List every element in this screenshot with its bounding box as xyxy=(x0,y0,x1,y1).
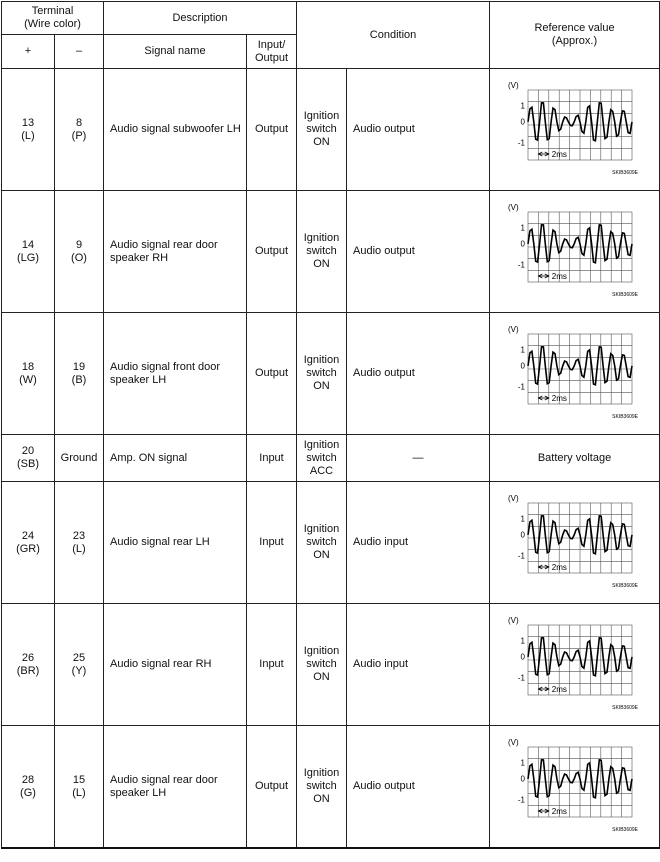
terminal-plus: 26 (BR) xyxy=(2,604,55,726)
time-scale-arrow xyxy=(538,152,548,156)
reference-waveform xyxy=(490,604,660,726)
condition-switch: Ignition switch ON xyxy=(297,482,347,604)
signal-name: Audio signal rear door speaker RH xyxy=(104,191,247,313)
terminal-minus: 23 (L) xyxy=(55,482,104,604)
y-tick-label: -1 xyxy=(517,551,525,560)
condition-state: Audio output xyxy=(347,726,490,849)
io-type: Input xyxy=(247,604,297,726)
terminal-minus: 9 (O) xyxy=(55,191,104,313)
waveform-figure xyxy=(500,733,650,841)
condition-state: Audio output xyxy=(347,69,490,191)
time-scale-label: 2ms xyxy=(551,562,567,572)
signal-name: Audio signal rear RH xyxy=(104,604,247,726)
time-scale-arrow xyxy=(538,687,548,691)
terminal-plus: 20 (SB) xyxy=(2,435,55,482)
header-io: Input/ Output xyxy=(247,35,297,69)
io-type: Output xyxy=(247,313,297,435)
reference-waveform xyxy=(490,482,660,604)
terminal-plus: 18 (W) xyxy=(2,313,55,435)
signal-name: Audio signal front door speaker LH xyxy=(104,313,247,435)
terminal-plus: 28 (G) xyxy=(2,726,55,849)
terminal-minus: 25 (Y) xyxy=(55,604,104,726)
y-tick-label: -1 xyxy=(517,795,525,804)
reference-value: Battery voltage xyxy=(490,435,660,482)
condition-switch: Ignition switch ON xyxy=(297,604,347,726)
header-reference: Reference value (Approx.) xyxy=(490,2,660,69)
figure-code: SKIB3609E xyxy=(611,704,638,711)
time-scale-arrow xyxy=(538,565,548,569)
y-tick-label: 1 xyxy=(520,757,525,767)
waveform-figure xyxy=(500,320,650,428)
time-scale-arrow xyxy=(538,396,548,400)
terminal-minus: 19 (B) xyxy=(55,313,104,435)
table-row xyxy=(2,482,660,604)
time-scale-arrow xyxy=(538,809,548,813)
figure-code: SKIB3609E xyxy=(611,413,638,420)
figure-code: SKIB3609E xyxy=(611,826,638,833)
time-scale-label: 2ms xyxy=(551,393,567,403)
terminal-plus: 13 (L) xyxy=(2,69,55,191)
y-tick-label: -1 xyxy=(517,382,525,391)
terminal-plus: 14 (LG) xyxy=(2,191,55,313)
y-tick-label: -1 xyxy=(517,260,525,269)
terminal-table xyxy=(1,1,660,849)
condition-switch: Ignition switch ON xyxy=(297,69,347,191)
io-type: Output xyxy=(247,191,297,313)
io-type: Input xyxy=(247,482,297,604)
condition-switch: Ignition switch ON xyxy=(297,313,347,435)
time-scale-label: 2ms xyxy=(551,684,567,694)
y-tick-label: -1 xyxy=(517,673,525,682)
waveform-figure xyxy=(500,76,650,184)
time-scale-label: 2ms xyxy=(551,271,567,281)
y-tick-label: 0 xyxy=(520,117,525,126)
voltage-unit-label: (V) xyxy=(507,202,519,212)
voltage-unit-label: (V) xyxy=(507,493,519,503)
time-scale-label: 2ms xyxy=(551,149,567,159)
time-scale-label: 2ms xyxy=(551,806,567,816)
header-signal-name: Signal name xyxy=(104,35,247,69)
header-condition: Condition xyxy=(297,2,490,69)
y-tick-label: -1 xyxy=(517,138,525,147)
table-row xyxy=(2,435,660,482)
y-tick-label: 0 xyxy=(520,361,525,370)
signal-name: Audio signal subwoofer LH xyxy=(104,69,247,191)
y-tick-label: 0 xyxy=(520,774,525,783)
terminal-minus: 15 (L) xyxy=(55,726,104,849)
waveform-figure xyxy=(500,611,650,719)
reference-waveform xyxy=(490,313,660,435)
signal-name: Audio signal rear LH xyxy=(104,482,247,604)
io-type: Output xyxy=(247,69,297,191)
condition-switch: Ignition switch ON xyxy=(297,191,347,313)
header-description: Description xyxy=(104,2,297,35)
y-tick-label: 0 xyxy=(520,652,525,661)
y-tick-label: 0 xyxy=(520,530,525,539)
condition-state: Audio output xyxy=(347,313,490,435)
condition-state: Audio input xyxy=(347,482,490,604)
y-tick-label: 1 xyxy=(520,513,525,523)
voltage-unit-label: (V) xyxy=(507,615,519,625)
terminal-minus: 8 (P) xyxy=(55,69,104,191)
figure-code: SKIB3609E xyxy=(611,169,638,176)
terminal-plus: 24 (GR) xyxy=(2,482,55,604)
figure-code: SKIB3609E xyxy=(611,291,638,298)
waveform-figure xyxy=(500,198,650,306)
figure-code: SKIB3609E xyxy=(611,582,638,589)
y-tick-label: 0 xyxy=(520,239,525,248)
header-terminal: Terminal (Wire color) xyxy=(2,2,104,35)
table-row xyxy=(2,313,660,435)
waveform-figure xyxy=(500,489,650,597)
reference-waveform xyxy=(490,726,660,849)
table-row xyxy=(2,726,660,849)
io-type: Output xyxy=(247,726,297,849)
voltage-unit-label: (V) xyxy=(507,324,519,334)
condition-switch: Ignition switch ON xyxy=(297,726,347,849)
condition-state: — xyxy=(347,435,490,482)
table-row xyxy=(2,191,660,313)
condition-switch: Ignition switch ACC xyxy=(297,435,347,482)
reference-waveform xyxy=(490,191,660,313)
table-row xyxy=(2,604,660,726)
y-tick-label: 1 xyxy=(520,344,525,354)
voltage-unit-label: (V) xyxy=(507,737,519,747)
table-row xyxy=(2,69,660,191)
condition-state: Audio input xyxy=(347,604,490,726)
y-tick-label: 1 xyxy=(520,100,525,110)
terminal-minus: Ground xyxy=(55,435,104,482)
header-minus: – xyxy=(55,35,104,69)
reference-waveform xyxy=(490,69,660,191)
io-type: Input xyxy=(247,435,297,482)
y-tick-label: 1 xyxy=(520,635,525,645)
signal-name: Audio signal rear door speaker LH xyxy=(104,726,247,849)
signal-name: Amp. ON signal xyxy=(104,435,247,482)
y-tick-label: 1 xyxy=(520,222,525,232)
voltage-unit-label: (V) xyxy=(507,80,519,90)
header-plus: + xyxy=(2,35,55,69)
time-scale-arrow xyxy=(538,274,548,278)
condition-state: Audio output xyxy=(347,191,490,313)
